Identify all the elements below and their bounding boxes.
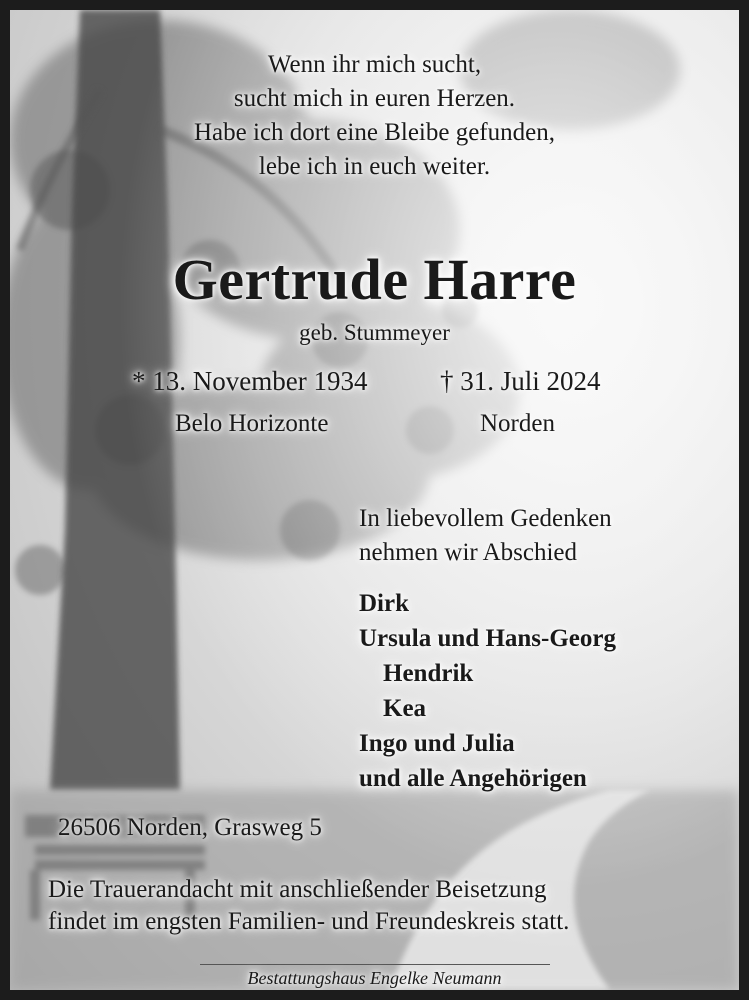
death-place: Norden [480, 410, 555, 437]
mourner: Ingo und Julia [359, 730, 515, 757]
deceased-name: Gertrude Harre [172, 247, 577, 312]
funeral-home: Bestattungshaus Engelke Neumann [247, 968, 502, 988]
service-line: findet im engsten Familien- und Freundeskreis statt. [48, 908, 570, 935]
memorial-text [359, 502, 612, 570]
poem-line: Wenn ihr mich sucht, [267, 51, 482, 78]
mourner: Ursula und Hans-Georg [359, 625, 616, 652]
service-line: Die Trauerandacht mit anschließender Beisetzung [48, 876, 547, 903]
poem-line: sucht mich in euren Herzen. [233, 85, 516, 112]
mourner: Dirk [359, 590, 409, 617]
poem-line: Habe ich dort eine Bleibe gefunden, [194, 119, 555, 146]
mourners-list [359, 586, 616, 796]
maiden-name: geb. Stummeyer [299, 320, 450, 345]
divider [200, 964, 550, 965]
mourner: Hendrik [383, 660, 474, 687]
mourner: und alle Angehörigen [359, 765, 587, 792]
death-date: † 31. Juli 2024 [440, 366, 601, 396]
birth-date: * 13. November 1934 [132, 366, 368, 396]
service-notice [48, 874, 569, 938]
address: 26506 Norden, Grasweg 5 [58, 814, 322, 841]
memorial-line: In liebevollem Gedenken [359, 505, 612, 532]
poem [10, 48, 739, 184]
poem-line: lebe ich in euch weiter. [258, 153, 491, 180]
memorial-line: nehmen wir Abschied [359, 539, 578, 566]
mourner: Kea [383, 695, 427, 722]
birth-place: Belo Horizonte [175, 410, 329, 437]
